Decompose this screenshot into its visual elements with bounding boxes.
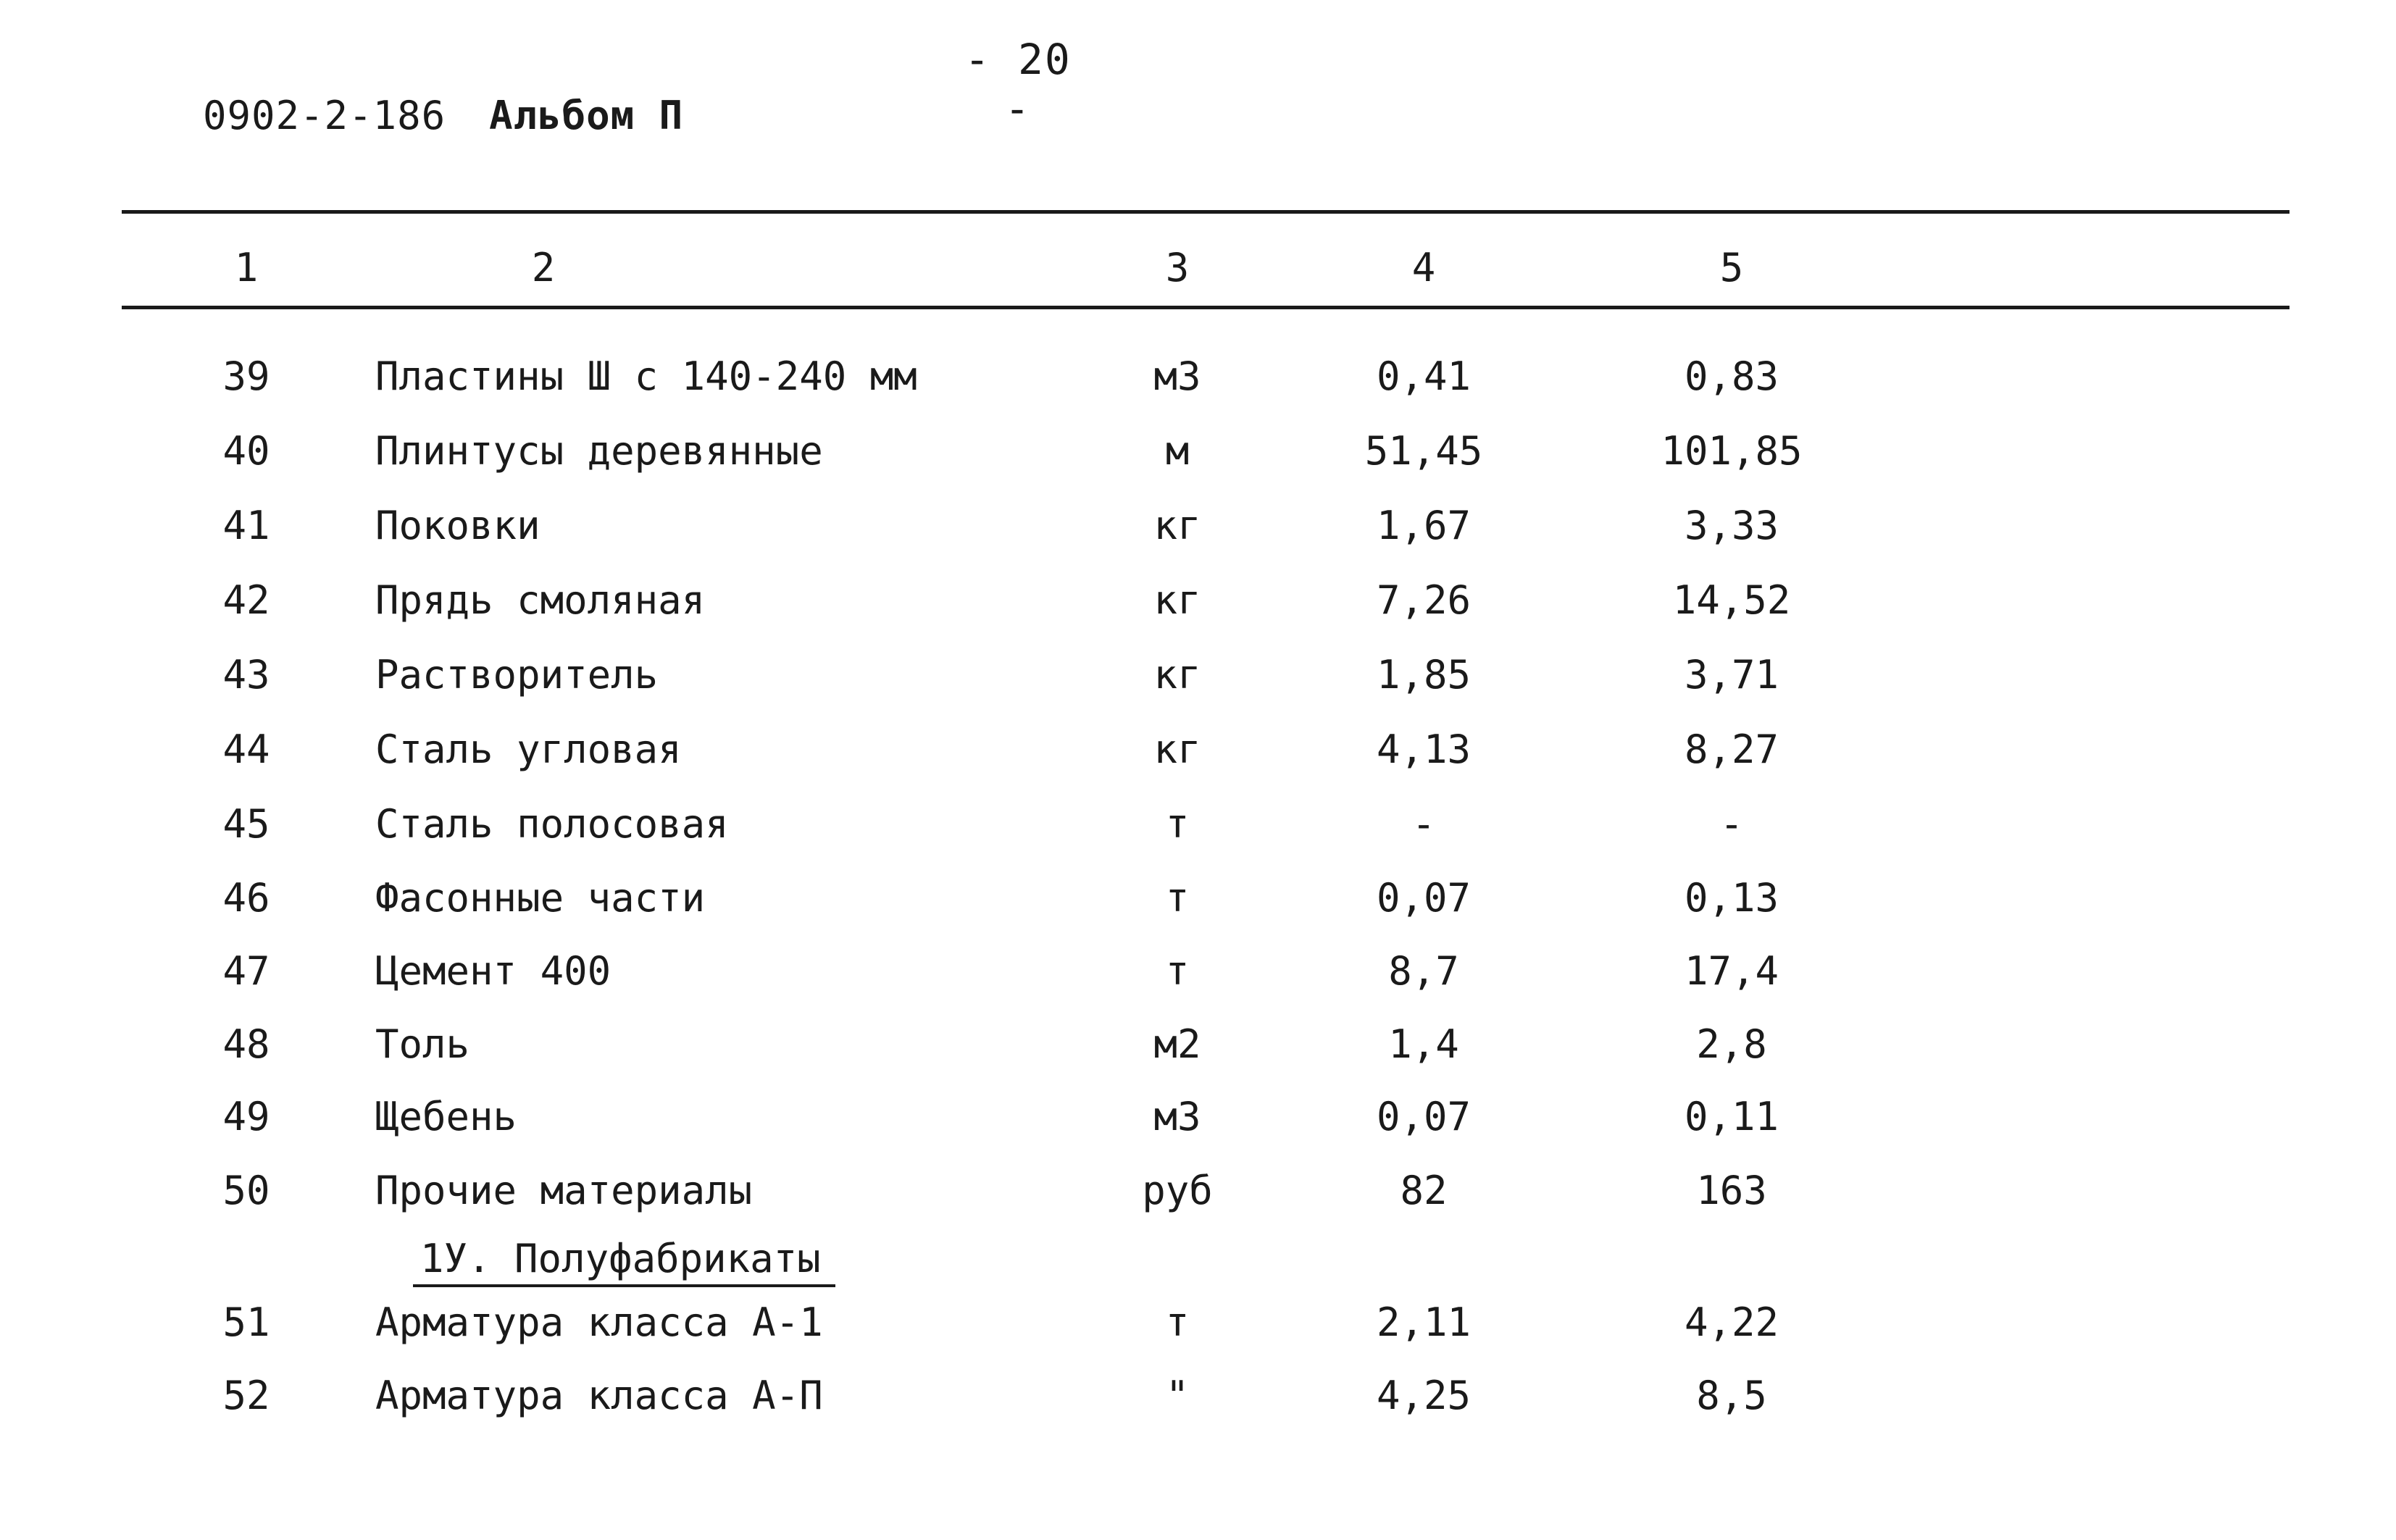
row-name: Плинтусы деревянные: [375, 428, 823, 474]
row-name: Растворитель: [375, 652, 659, 698]
row-col5: 101,85: [1661, 428, 1803, 474]
row-col5: 4,22: [1684, 1300, 1779, 1345]
row-name: Фасонные части: [375, 875, 706, 921]
row-number: 46: [222, 875, 270, 921]
row-number: 41: [222, 503, 270, 548]
row-name: Прочие материалы: [375, 1168, 753, 1213]
row-col5: 8,27: [1684, 727, 1779, 772]
row-name: Толь: [375, 1021, 470, 1067]
row-col5: -: [1719, 801, 1744, 847]
row-col4: 82: [1400, 1168, 1448, 1213]
row-unit: м: [1165, 428, 1190, 474]
header-col-4: 4: [1411, 245, 1436, 290]
row-number: 51: [222, 1300, 270, 1345]
header-col-1: 1: [234, 245, 259, 290]
row-unit: ": [1165, 1373, 1190, 1418]
section-title: 1У. Полуфабрикаты: [413, 1236, 835, 1287]
table-header-row: [0, 245, 2396, 291]
row-col4: 0,07: [1376, 875, 1472, 921]
table-row: [0, 948, 2396, 999]
row-unit: т: [1165, 875, 1190, 921]
row-col4: 1,85: [1376, 652, 1472, 698]
row-name: Поковки: [375, 503, 540, 548]
table-row: [0, 1094, 2396, 1144]
row-col5: 8,5: [1696, 1373, 1767, 1418]
row-col4: 1,67: [1376, 503, 1472, 548]
row-number: 44: [222, 727, 270, 772]
row-col5: 2,8: [1696, 1021, 1767, 1067]
row-number: 49: [222, 1094, 270, 1139]
table-row: [0, 1300, 2396, 1350]
table-top-rule: [122, 210, 2289, 214]
row-name: Прядь смоляная: [375, 577, 706, 623]
row-name: Цемент 400: [375, 948, 611, 994]
document-code: 0902-2-186: [203, 93, 446, 138]
table-row: [0, 353, 2396, 404]
row-col4: 7,26: [1376, 577, 1472, 623]
row-unit: кг: [1153, 727, 1201, 772]
row-col5: 3,71: [1684, 652, 1779, 698]
row-name: Сталь угловая: [375, 727, 682, 772]
document-header: [203, 93, 683, 138]
row-unit: кг: [1153, 652, 1201, 698]
row-col5: 163: [1696, 1168, 1767, 1213]
table-row: [0, 1021, 2396, 1072]
row-col5: 17,4: [1684, 948, 1779, 994]
row-col5: 14,52: [1672, 577, 1791, 623]
row-number: 40: [222, 428, 270, 474]
row-unit: т: [1165, 948, 1190, 994]
table-row: [0, 577, 2396, 628]
header-col-5: 5: [1719, 245, 1744, 290]
row-number: 43: [222, 652, 270, 698]
row-name: Арматура класса А-П: [375, 1373, 823, 1418]
row-number: 47: [222, 948, 270, 994]
table-row: [0, 1168, 2396, 1218]
table-row: [0, 428, 2396, 479]
table-row: [0, 503, 2396, 553]
row-col4: 2,11: [1376, 1300, 1472, 1345]
row-col4: 51,45: [1364, 428, 1483, 474]
row-name: Арматура класса А-1: [375, 1300, 823, 1345]
row-name: Сталь полосовая: [375, 801, 729, 847]
row-unit: м3: [1153, 1094, 1201, 1139]
row-unit: т: [1165, 801, 1190, 847]
row-unit: кг: [1153, 503, 1201, 548]
row-col4: 4,25: [1376, 1373, 1472, 1418]
row-number: 52: [222, 1373, 270, 1418]
row-number: 42: [222, 577, 270, 623]
row-col4: 0,41: [1376, 353, 1472, 399]
row-unit: руб: [1142, 1168, 1213, 1213]
header-col-2: 2: [531, 245, 556, 290]
row-number: 39: [222, 353, 270, 399]
table-row: [0, 652, 2396, 703]
table-row: [0, 727, 2396, 777]
row-number: 50: [222, 1168, 270, 1213]
row-unit: м3: [1153, 353, 1201, 399]
row-unit: т: [1165, 1300, 1190, 1345]
table-row: [0, 875, 2396, 926]
album-label: Альбом П: [489, 93, 684, 138]
row-col4: 4,13: [1376, 727, 1472, 772]
table-row: [0, 1373, 2396, 1423]
row-col5: 0,83: [1684, 353, 1779, 399]
table-header-rule: [122, 306, 2289, 309]
row-col4: 0,07: [1376, 1094, 1472, 1139]
row-unit: кг: [1153, 577, 1201, 623]
page-number: - 20 -: [964, 35, 1072, 133]
row-name: Пластины Ш с 140-240 мм: [375, 353, 917, 399]
row-name: Щебень: [375, 1094, 517, 1139]
row-col4: 8,7: [1388, 948, 1459, 994]
row-col4: 1,4: [1388, 1021, 1459, 1067]
row-col5: 3,33: [1684, 503, 1779, 548]
row-number: 48: [222, 1021, 270, 1067]
row-col5: 0,11: [1684, 1094, 1779, 1139]
header-col-3: 3: [1165, 245, 1190, 290]
row-unit: м2: [1153, 1021, 1201, 1067]
row-col5: 0,13: [1684, 875, 1779, 921]
table-row: [0, 801, 2396, 852]
row-col4: -: [1411, 801, 1436, 847]
row-number: 45: [222, 801, 270, 847]
